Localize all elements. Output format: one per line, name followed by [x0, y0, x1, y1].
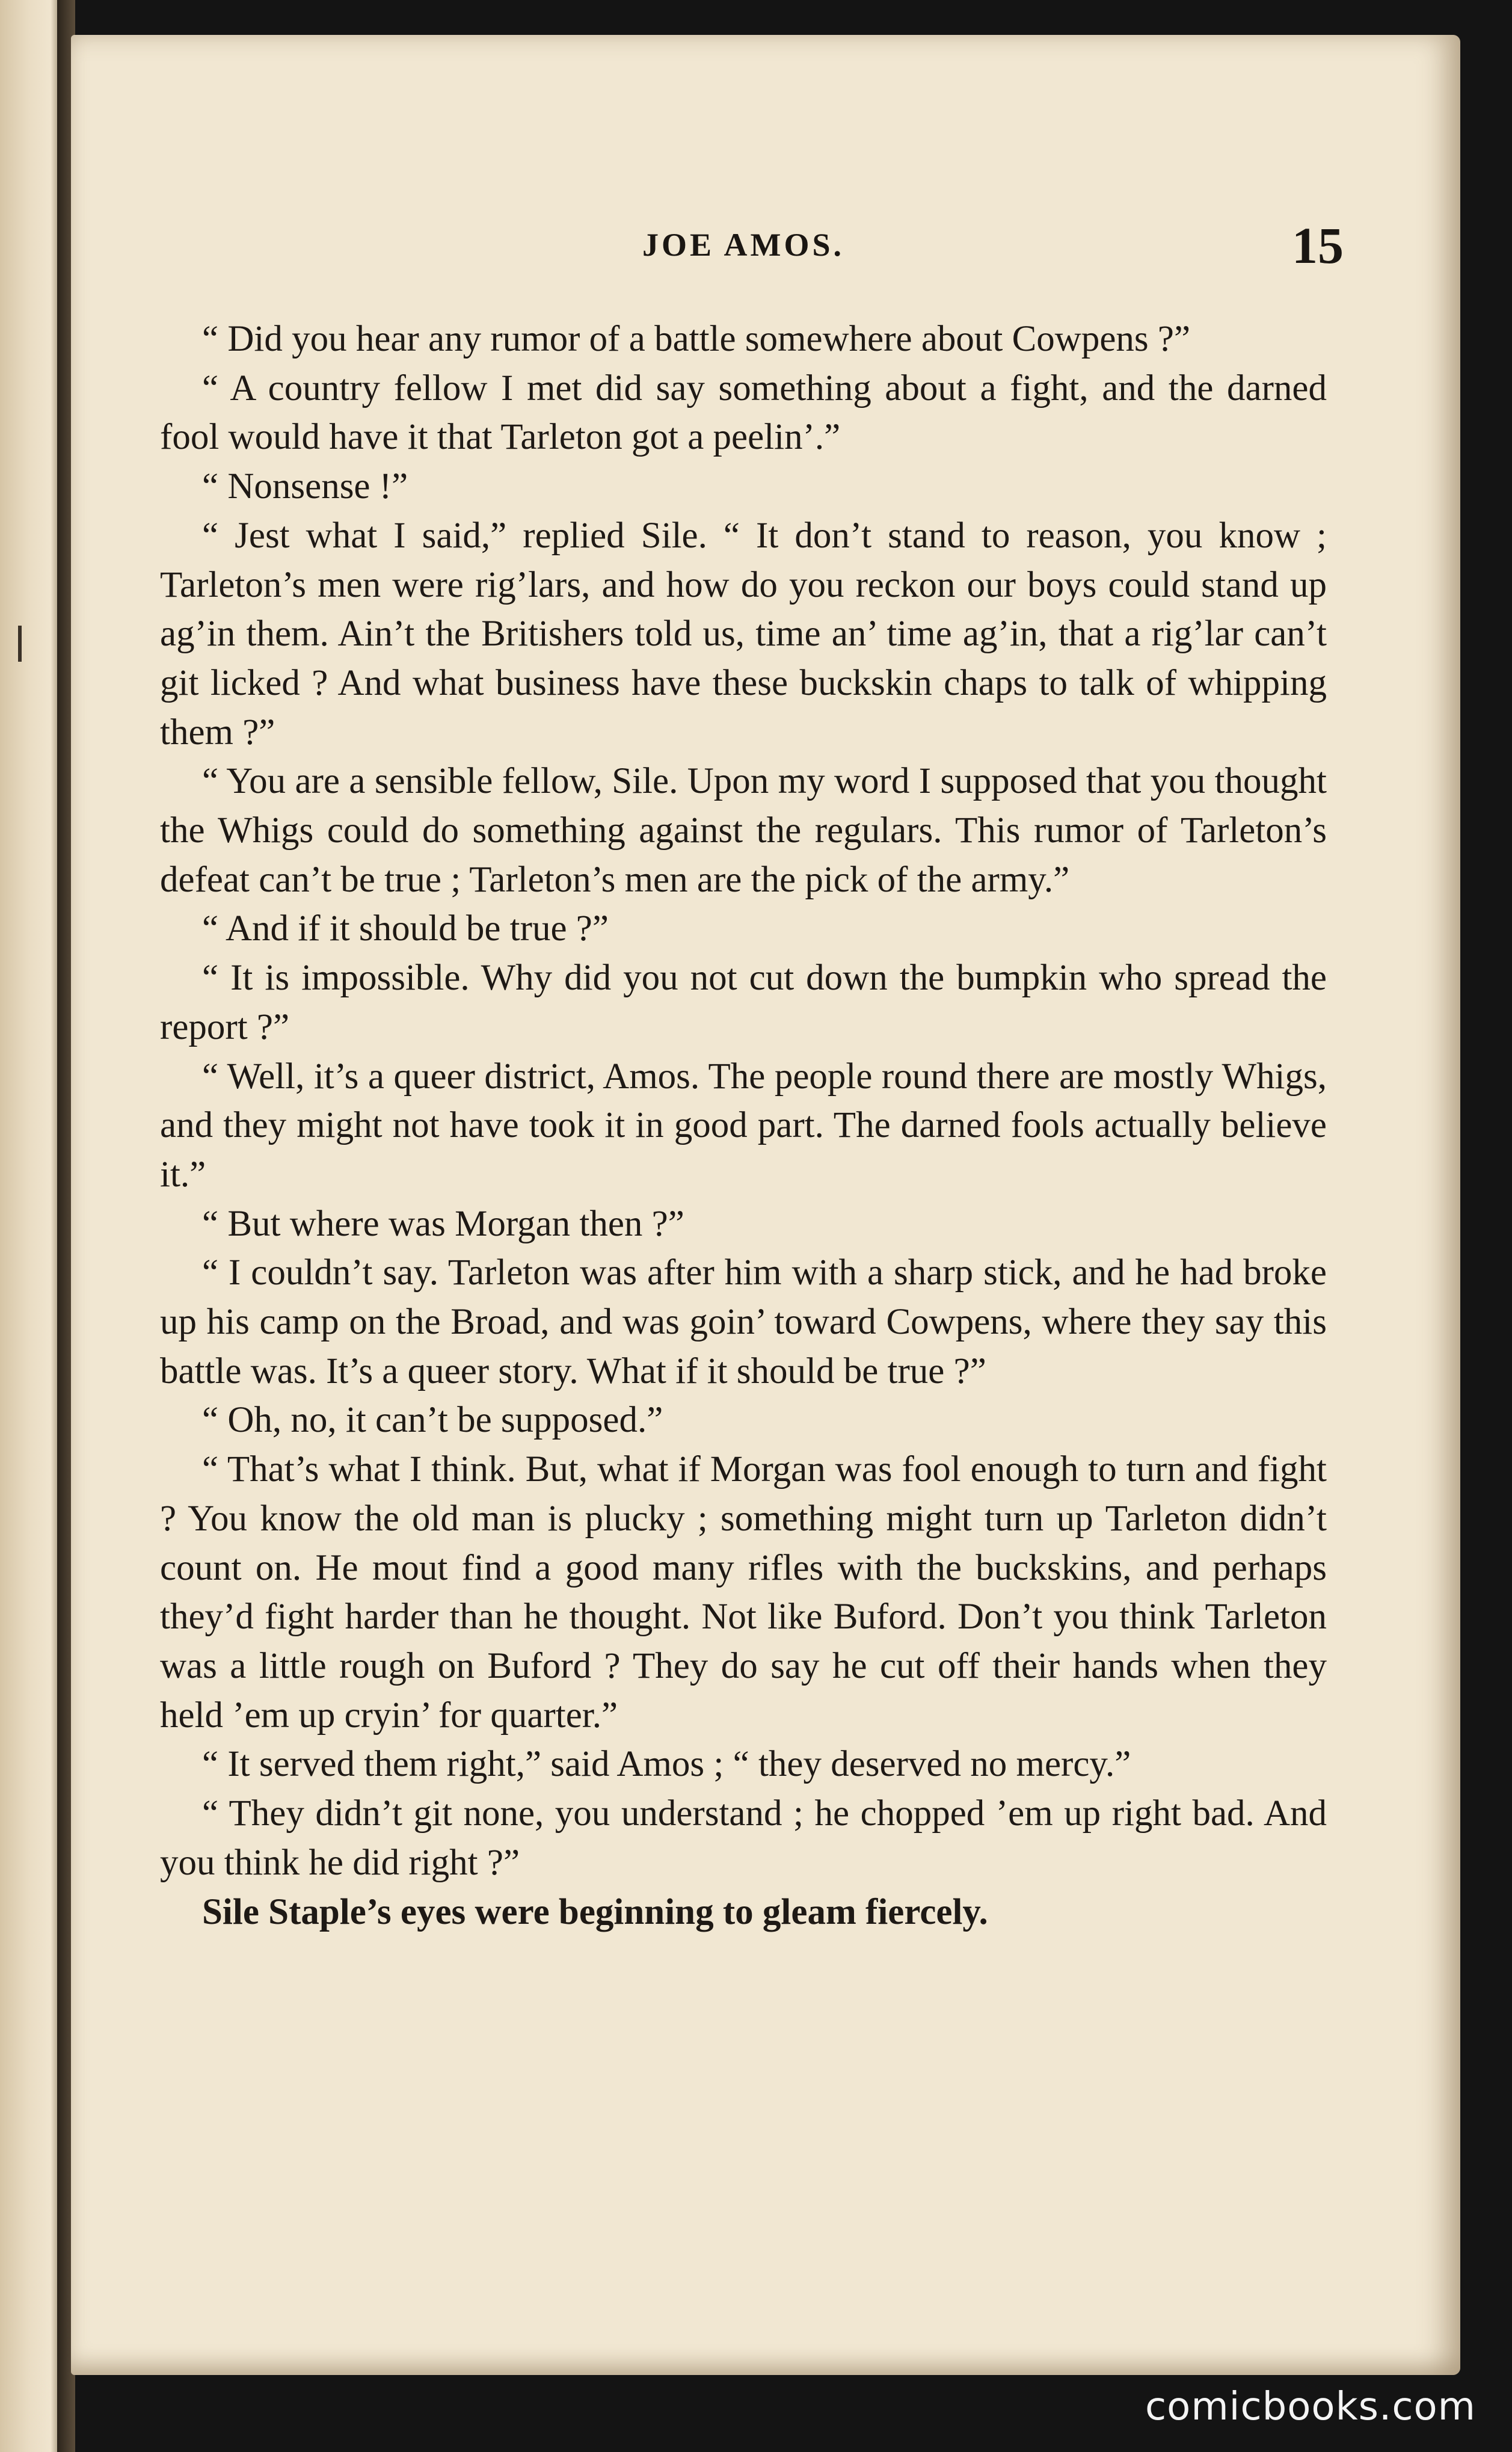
- paragraph: “ Did you hear any rumor of a battle somewhere about Cowpens ?”: [202, 319, 1191, 359]
- paragraph: Sile Staple’s eyes were beginning to gleam fiercely.: [202, 1891, 988, 1932]
- facing-page-edge: [0, 0, 63, 2452]
- body-text: [160, 315, 1327, 1936]
- paragraph: “ I couldn’t say. Tarleton was after him with a sharp stick, and he had broke up his camp on the Broad, and was goin’ toward Cowpens, where they say this battle was. It’s a queer story. What if it should be true ?”: [160, 1252, 1327, 1391]
- page-number: 15: [1292, 217, 1344, 274]
- paragraph: “ It served them right,” said Amos ; “ they deserved no mercy.”: [202, 1744, 1131, 1785]
- margin-mark: [18, 626, 22, 662]
- paragraph: “ They didn’t git none, you understand ; he chopped ’em up right bad. And you think he did right ?”: [160, 1793, 1327, 1883]
- paragraph: “ Jest what I said,” replied Sile. “ It don’t stand to reason, you know ; Tarleton’s men were rig’lars, and how do you reckon our boys could stand up ag’in them. Ain’t the Britishers told us, time an’ time ag’in, that a rig’lar can’t git licked ? And what business have these buckskin chaps to talk of whipping them ?”: [160, 515, 1327, 753]
- paragraph: “ Well, it’s a queer district, Amos. The people round there are mostly Whigs, and they might not have took it in good part. The darned fools actually believe it.”: [160, 1056, 1327, 1195]
- paragraph: “ That’s what I think. But, what if Morgan was fool enough to turn and fight ? You know the old man is plucky ; something might turn up Tarleton didn’t count on. He mout find a good many rifles with the buckskins, and perhaps they’d fight harder than he thought. Not like Buford. Don’t you think Tarleton was a little rough on Buford ? They do say he cut off their hands when they held ’em up cryin’ for quarter.”: [160, 1449, 1327, 1736]
- watermark: comicbooks.com: [1145, 2385, 1476, 2429]
- page-header: [71, 215, 1460, 276]
- paragraph: “ Nonsense !”: [202, 466, 408, 507]
- paragraph: “ But where was Morgan then ?”: [202, 1203, 684, 1244]
- paragraph: “ A country fellow I met did say something about a fight, and the darned fool would have it that Tarleton got a peelin’.”: [160, 368, 1327, 458]
- running-title: JOE AMOS.: [642, 227, 845, 263]
- book-page: [71, 35, 1460, 2375]
- paragraph: “ Oh, no, it can’t be supposed.”: [202, 1400, 663, 1441]
- paragraph: “ It is impossible. Why did you not cut down the bumpkin who spread the report ?”: [160, 958, 1327, 1047]
- paragraph: “ You are a sensible fellow, Sile. Upon my word I supposed that you thought the Whigs could do something against the regulars. This rumor of Tarleton’s defeat can’t be true ; Tarleton’s men are the pick of the army.”: [160, 761, 1327, 900]
- paragraph: “ And if it should be true ?”: [202, 908, 609, 949]
